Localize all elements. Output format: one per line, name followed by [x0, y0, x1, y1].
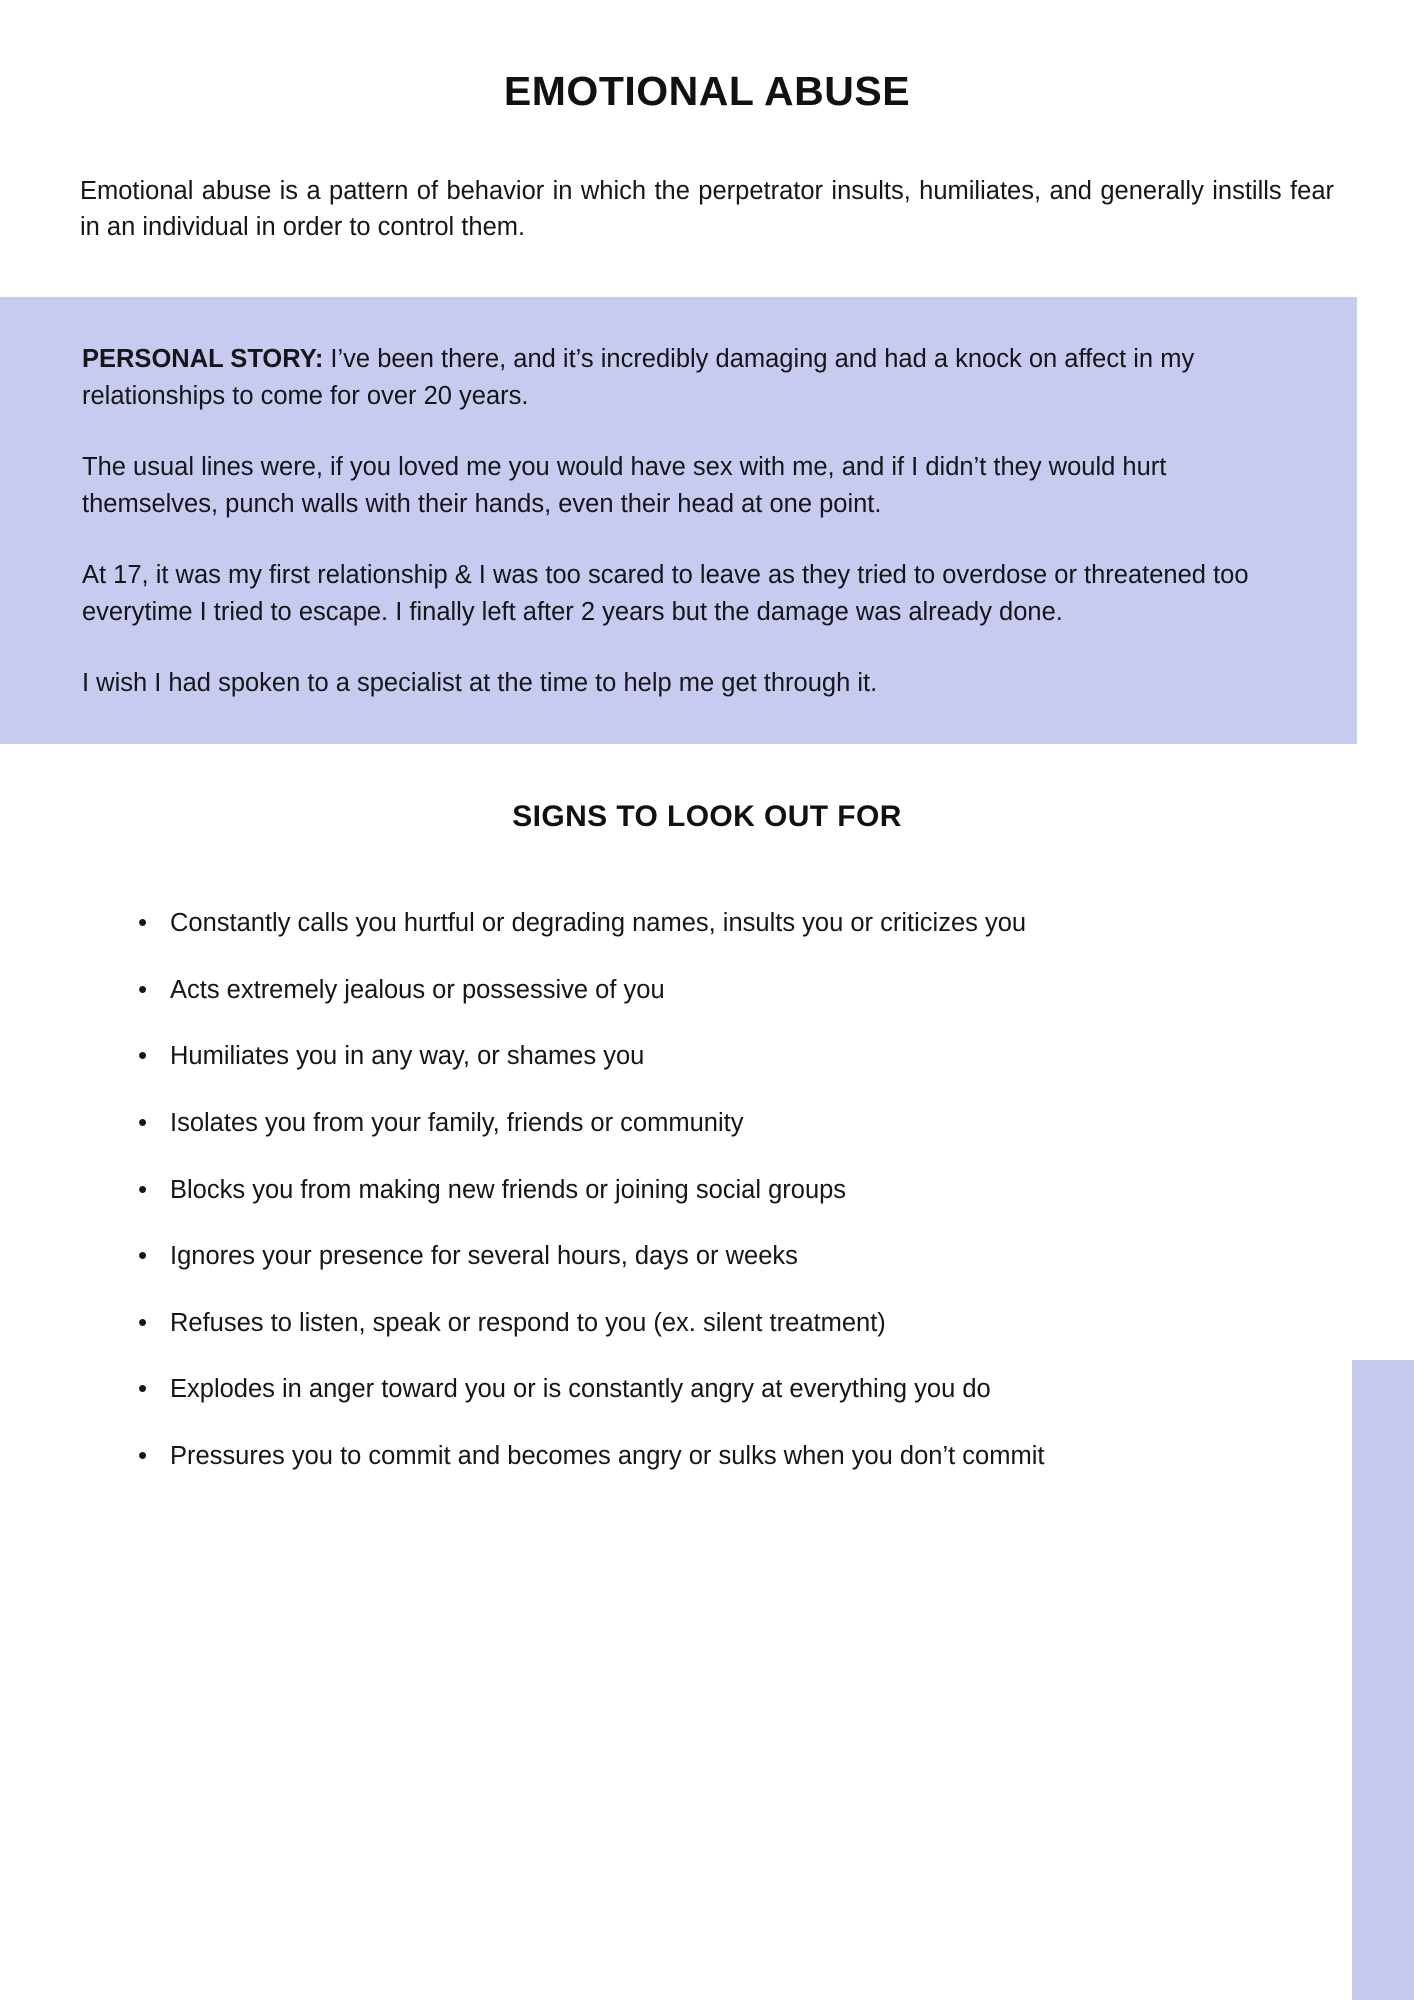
personal-story-paragraph-1: [82, 341, 1275, 415]
personal-story-text-1: I’ve been there, and it’s incredibly damaging and had a knock on affect in my relationships to come for over 20 years.: [82, 345, 1195, 411]
signs-heading: SIGNS TO LOOK OUT FOR: [512, 800, 902, 834]
personal-story-panel: [0, 297, 1357, 744]
list-item: • Isolates you from your family, friends or community: [132, 1108, 1314, 1139]
intro-paragraph: Emotional abuse is a pattern of behavior in which the perpetrator insults, humiliates, and generally instills fear in an individual in order to control them.: [80, 177, 1334, 242]
personal-story-paragraph-2: The usual lines were, if you loved me you would have sex with me, and if I didn’t they would hurt themselves, punch walls with their hands, even their head at one point.: [82, 453, 1167, 519]
personal-story-paragraph-4: I wish I had spoken to a specialist at the time to help me get through it.: [82, 669, 878, 698]
personal-story-label: PERSONAL STORY:: [82, 345, 324, 374]
list-item: • Blocks you from making new friends or joining social groups: [132, 1175, 1314, 1206]
list-item: • Pressures you to commit and becomes angry or sulks when you don’t commit: [132, 1441, 1314, 1472]
list-item: • Refuses to listen, speak or respond to you (ex. silent treatment): [132, 1308, 1314, 1339]
list-item: • Ignores your presence for several hours, days or weeks: [132, 1241, 1314, 1272]
list-item: • Acts extremely jealous or possessive of you: [132, 975, 1314, 1006]
signs-list: [0, 834, 1414, 1471]
list-item: • Explodes in anger toward you or is constantly angry at everything you do: [132, 1374, 1314, 1405]
personal-story-paragraph-3: At 17, it was my first relationship & I was too scared to leave as they tried to overdose or threatened too everytime I tried to escape. I finally left after 2 years but the damage was already done.: [82, 561, 1249, 627]
page-title: EMOTIONAL ABUSE: [503, 68, 911, 114]
decorative-side-bar: [1352, 1360, 1414, 2000]
list-item: • Humiliates you in any way, or shames you: [132, 1041, 1314, 1072]
list-item: • Constantly calls you hurtful or degrading names, insults you or criticizes you: [132, 908, 1314, 939]
